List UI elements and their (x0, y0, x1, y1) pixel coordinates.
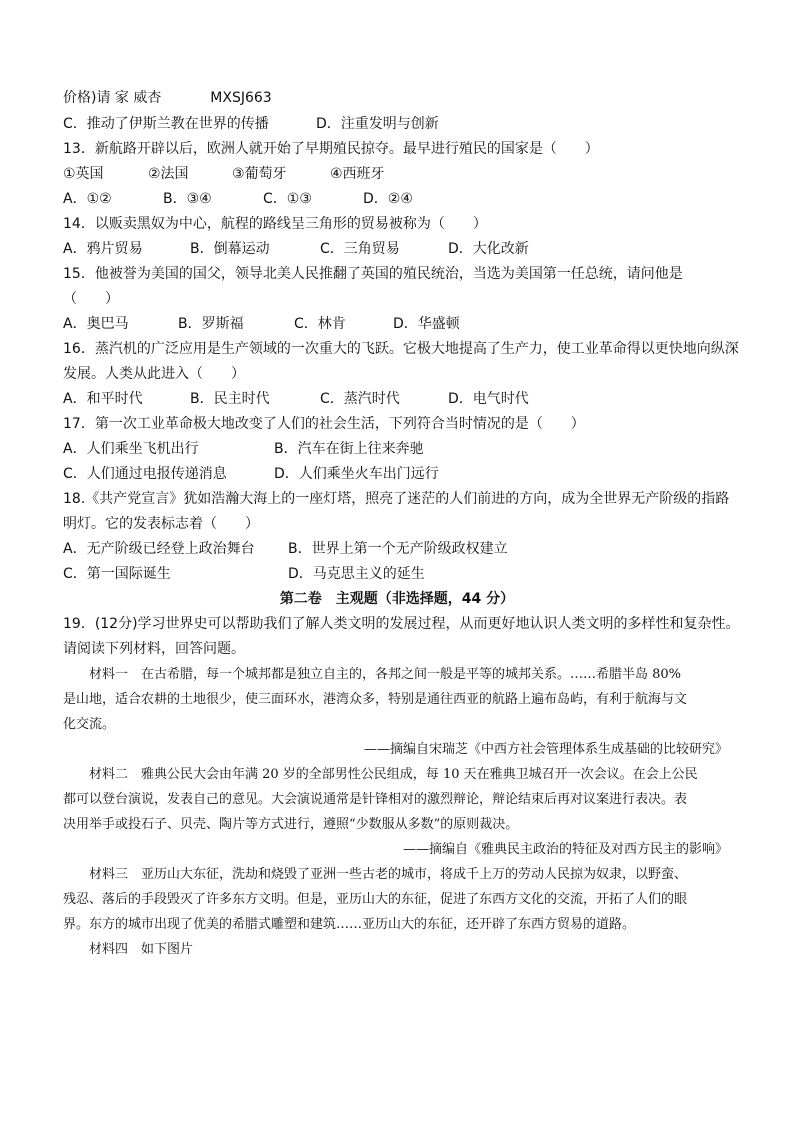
section-heading: 第二卷 主观题（非选择题，44 分） (279, 591, 515, 607)
material-1-source: ——摘编自宋瑞芝《中西方社会管理体系生成基础的比较研究》 (363, 742, 728, 757)
material-3-line2: 残忍、落后的手段毁灭了许多东方文明。但是，亚历山大的东征，促进了东西方文化的交流，开拓了人们的眼 (63, 892, 688, 907)
material-2-line2: 都可以登台演说，发表自己的意见。大会演说通常是针锋相对的激烈辩论，辩论结束后再对议案进行表决。表 (63, 792, 688, 807)
header-label: 价格)请 家 威杏 (63, 90, 162, 106)
q14-option-d: D．大化改新 (448, 241, 529, 257)
q13-option-b: B．③④ (163, 191, 212, 207)
q16-stem-line2: 发展。人类从此进入（ ） (63, 366, 245, 382)
q13-item: ④西班牙 (330, 166, 385, 182)
q15-option-b: B．罗斯福 (178, 316, 244, 332)
q18-option-b: B．世界上第一个无产阶级政权建立 (288, 541, 508, 557)
header-text (63, 88, 272, 108)
q17-option-b: B．汽车在街上往来奔驰 (274, 441, 424, 457)
q15-stem-line2: （ ） (63, 291, 119, 307)
q19-stem-line2: 请阅读下列材料，回答问题。 (63, 641, 245, 657)
q18-option-c: C．第一国际诞生 (63, 566, 171, 582)
material-2-line3: 决用举手或投石子、贝壳、陶片等方式进行，遵照“少数服从多数”的原则裁决。 (63, 817, 519, 832)
q15-option-d: D．华盛顿 (393, 316, 460, 332)
q18-stem-line1: 18.《共产党宣言》犹如浩瀚大海上的一座灯塔，照亮了迷茫的人们前进的方向，成为全世界无产阶级的指路 (63, 491, 730, 507)
q16-option-c: C．蒸汽时代 (320, 391, 400, 407)
q17-option-c: C．人们通过电报传递消息 (63, 466, 227, 482)
q16-stem-line1: 16．蒸汽机的广泛应用是生产领域的一次重大的飞跃。它极大地提高了生产力，使工业革命得以更快地向纵深 (63, 341, 739, 357)
material-3-line3: 界。东方的城市出现了优美的希腊式雕塑和建筑……亚历山大的东征，还开辟了东西方贸易的道路。 (63, 917, 636, 932)
q15-option-c: C．林肯 (294, 316, 346, 332)
header-code: MXSJ663 (210, 90, 272, 106)
material-1-line3: 化交流。 (63, 717, 116, 732)
q16-option-a: A．和平时代 (63, 391, 143, 407)
q12-option-d: D．注重发明与创新 (316, 116, 439, 132)
q14-option-b: B．倒幕运动 (190, 241, 270, 257)
q17-stem: 17．第一次工业革命极大地改变了人们的社会生活，下列符合当时情况的是（ ） (63, 416, 585, 432)
material-2-source: ——摘编自《雅典民主政治的特征及对西方民主的影响》 (402, 842, 728, 857)
q13-stem: 13．新航路开辟以后，欧洲人就开始了早期殖民掠夺。最早进行殖民的国家是（ ） (63, 141, 599, 157)
q18-option-a: A．无产阶级已经登上政治舞台 (63, 541, 255, 557)
q13-option-c: C．①③ (263, 191, 312, 207)
q17-option-a: A．人们乘坐飞机出行 (63, 441, 199, 457)
q14-option-c: C．三角贸易 (320, 241, 400, 257)
material-1-line2: 是山地，适合农耕的土地很少，使三面环水，港湾众多，特别是通往西亚的航路上遍布岛屿，有利于航海与文 (63, 692, 688, 707)
q13-item: ①英国 (63, 166, 104, 182)
q15-option-a: A．奥巴马 (63, 316, 129, 332)
material-1-line1: 材料一 在古希腊，每一个城邦都是独立自主的，各邦之间一般是平等的城邦关系。……希腊半岛 80% (63, 667, 682, 682)
material-3-line1: 材料三 亚历山大东征，洗劫和烧毁了亚洲一些古老的城市，将成千上万的劳动人民掠为奴隶，以野蛮、 (63, 867, 688, 882)
q13-item: ②法国 (148, 166, 189, 182)
q14-stem: 14．以贩卖黑奴为中心，航程的路线呈三角形的贸易被称为（ ） (63, 216, 487, 232)
q18-stem-line2: 明灯。它的发表标志着（ ） (63, 516, 259, 532)
q16-option-d: D．电气时代 (448, 391, 529, 407)
q15-stem-line1: 15．他被誉为美国的国父，领导北美人民推翻了英国的殖民统治，当选为美国第一任总统，请问他是 (63, 266, 683, 282)
q12-option-c: C．推动了伊斯兰教在世界的传播 (63, 116, 269, 132)
q18-option-d: D．马克思主义的延生 (288, 566, 425, 582)
material-4-line: 材料四 如下图片 (63, 942, 194, 957)
q19-stem-line1: 19．(12分)学习世界史可以帮助我们了解人类文明的发展过程，从而更好地认识人类文明的多样性和复杂性。 (63, 616, 740, 632)
q17-option-d: D．人们乘坐火车出门远行 (274, 466, 439, 482)
q16-option-b: B．民主时代 (190, 391, 270, 407)
q13-option-d: D．②④ (363, 191, 413, 207)
q13-option-a: A．①② (63, 191, 112, 207)
q13-item: ③葡萄牙 (232, 166, 287, 182)
material-2-line1: 材料二 雅典公民大会由年满 20 岁的全部男性公民组成，每 10 天在雅典卫城召开一次会议。在会上公民 (63, 767, 698, 782)
q14-option-a: A．鸦片贸易 (63, 241, 143, 257)
